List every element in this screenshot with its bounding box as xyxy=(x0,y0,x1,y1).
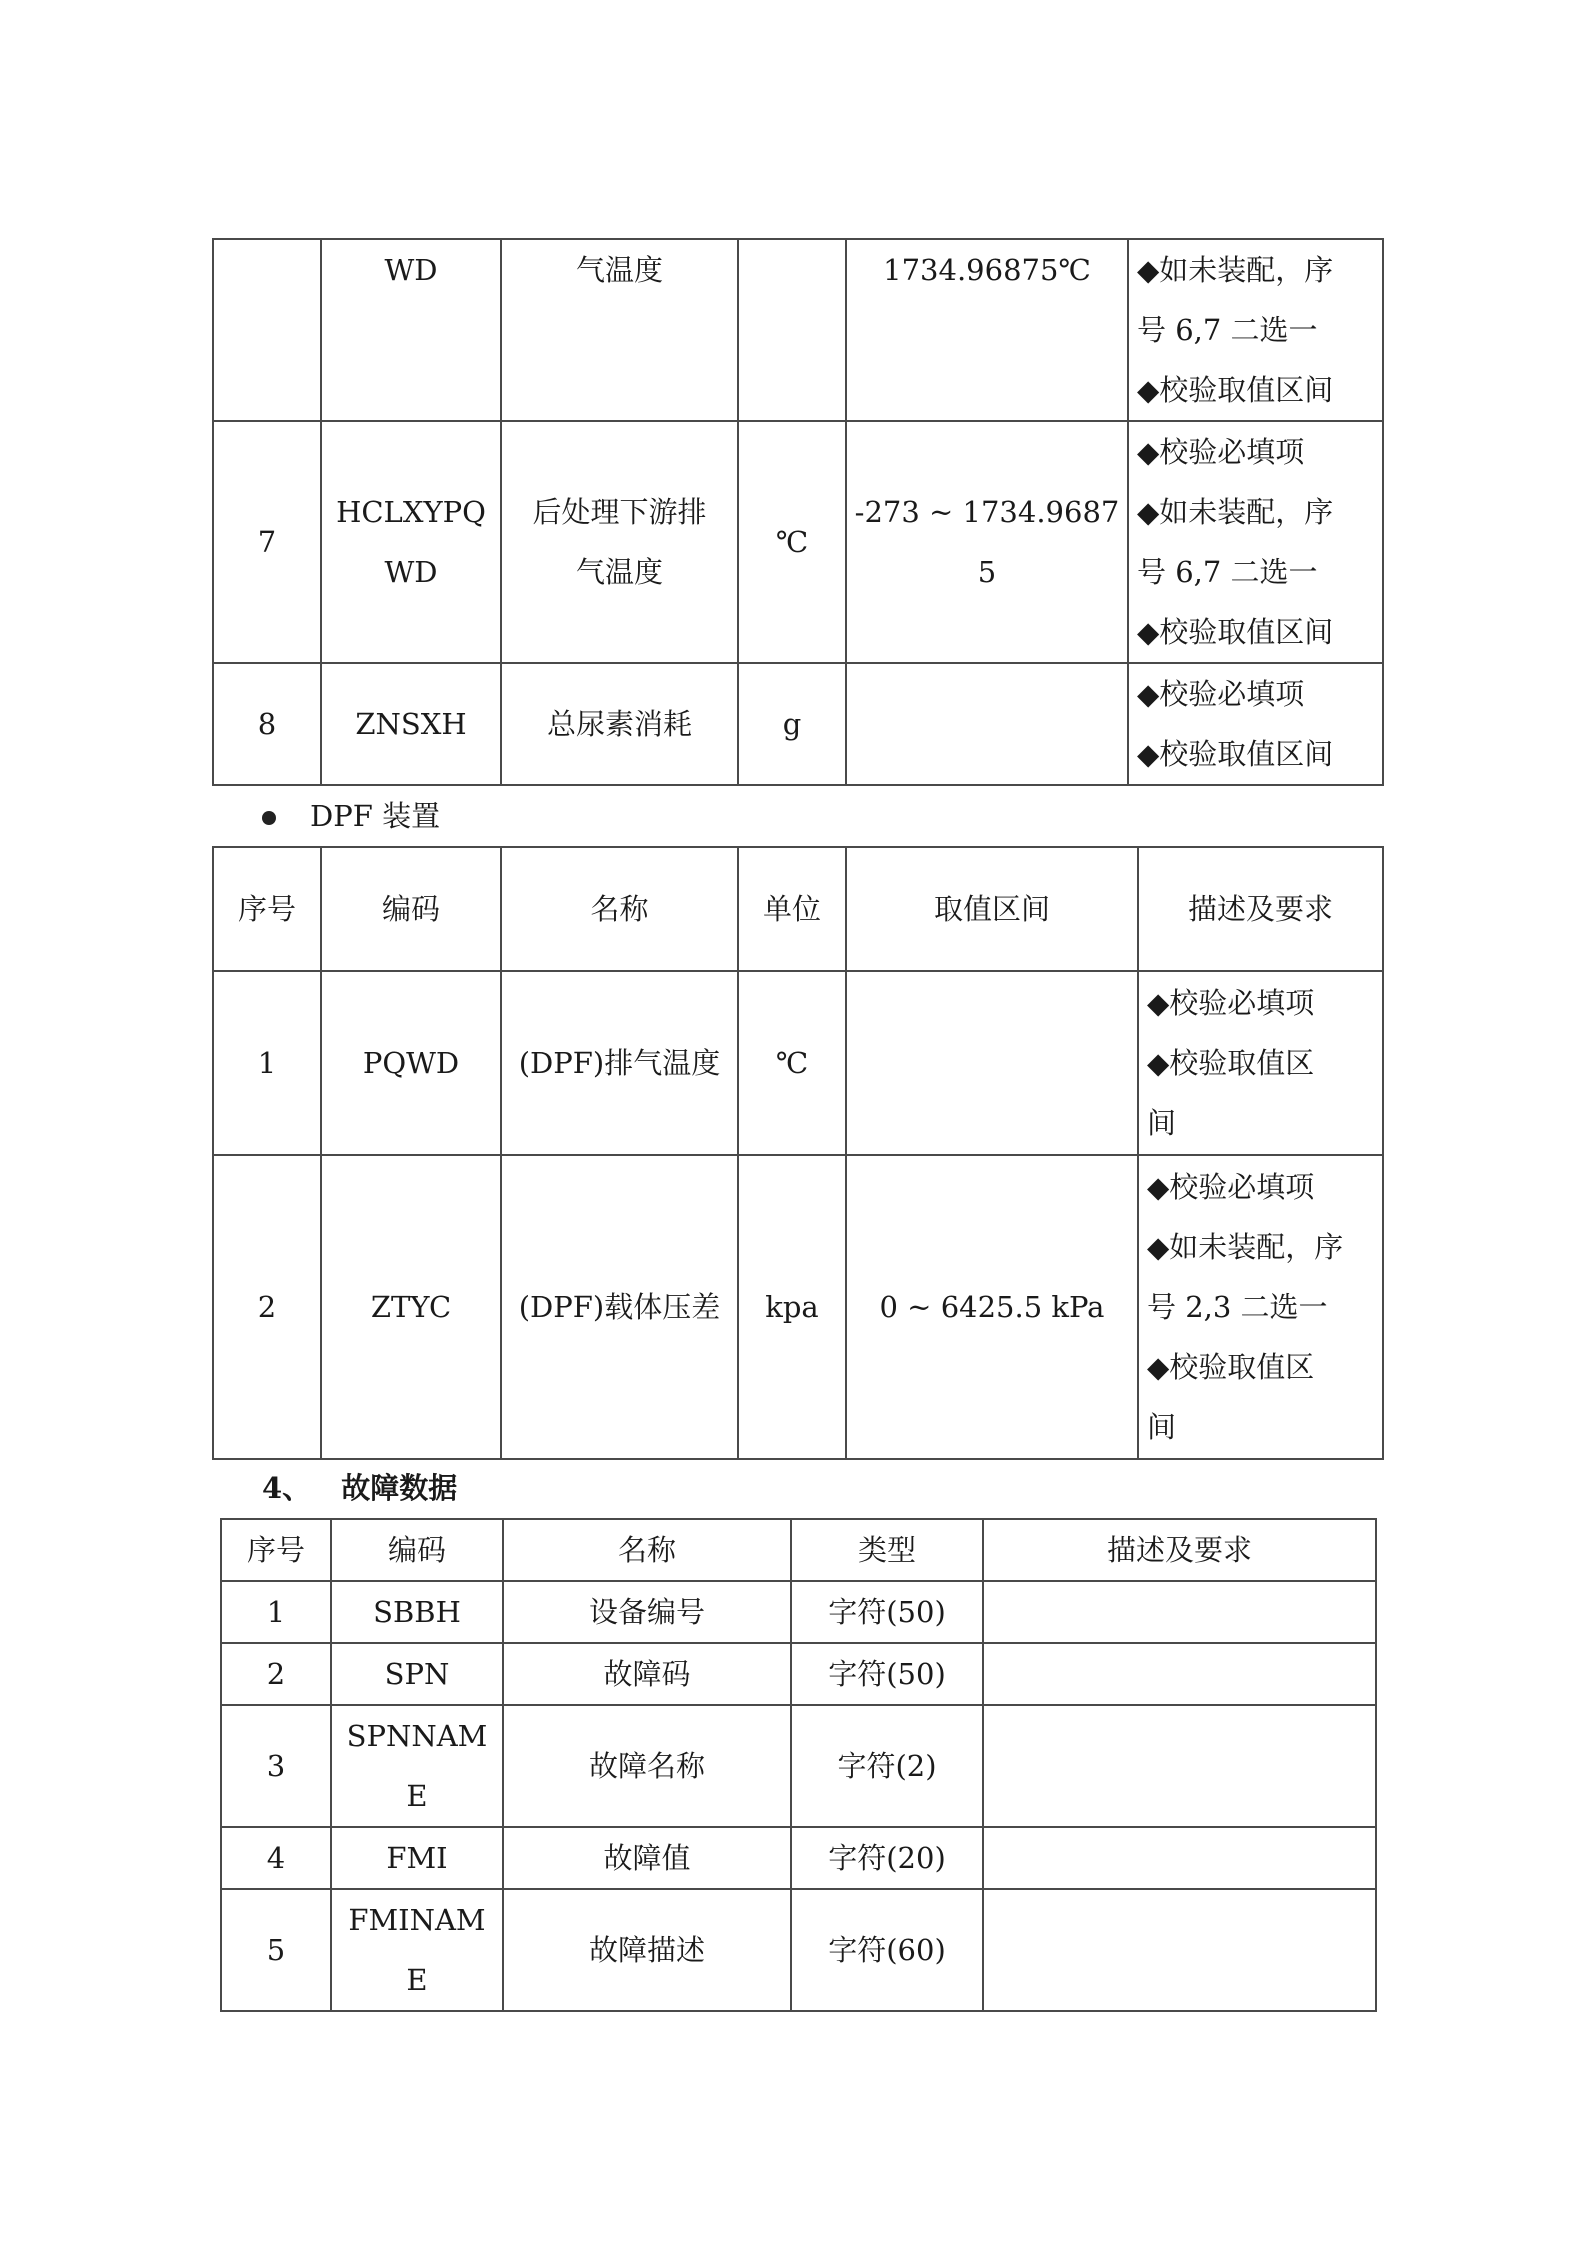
header-cell: 取值区间 xyxy=(846,847,1138,971)
header-cell: 序号 xyxy=(221,1519,331,1581)
row-type: 字符(60) xyxy=(791,1889,983,2011)
desc-line: 间 xyxy=(1147,1410,1177,1444)
table-row xyxy=(221,1643,1376,1705)
table-row xyxy=(213,663,1383,785)
table-header-row xyxy=(213,847,1383,971)
row-number: 2 xyxy=(221,1643,331,1705)
row-name: 总尿素消耗 xyxy=(501,663,738,785)
bullet-icon xyxy=(262,811,276,825)
row-number: 8 xyxy=(213,663,321,785)
header-cell: 名称 xyxy=(501,847,738,971)
row-name: 故障名称 xyxy=(503,1705,791,1827)
row-number: 4 xyxy=(221,1827,331,1889)
row-name: 故障码 xyxy=(503,1643,791,1705)
fault-data-table xyxy=(220,1518,1377,2012)
row-name: 气温度 xyxy=(501,239,738,421)
name-line: 气温度 xyxy=(575,555,663,589)
desc-line: 号 6,7 二选一 xyxy=(1137,555,1318,589)
row-name: (DPF)载体压差 xyxy=(501,1155,738,1459)
row-number xyxy=(213,239,321,421)
table-row xyxy=(221,1581,1376,1643)
table-row xyxy=(221,1827,1376,1889)
row-description xyxy=(983,1827,1376,1889)
table-row xyxy=(221,1889,1376,2011)
row-code: SBBH xyxy=(331,1581,503,1643)
row-description xyxy=(983,1705,1376,1827)
desc-line: ◆校验取值区间 xyxy=(1137,373,1334,407)
header-cell: 描述及要求 xyxy=(1138,847,1383,971)
row-name: (DPF)排气温度 xyxy=(501,971,738,1155)
header-cell: 单位 xyxy=(738,847,846,971)
desc-line: ◆校验必填项 xyxy=(1147,1170,1315,1204)
aftertreatment-table xyxy=(212,238,1384,786)
dpf-section-heading xyxy=(262,794,440,838)
header-cell: 编码 xyxy=(331,1519,503,1581)
table-row xyxy=(213,239,1383,421)
row-unit: ℃ xyxy=(738,971,846,1155)
header-cell: 编码 xyxy=(321,847,501,971)
desc-line: ◆如未装配，序 xyxy=(1137,495,1334,529)
header-cell: 名称 xyxy=(503,1519,791,1581)
desc-line: ◆校验取值区 xyxy=(1147,1350,1315,1384)
row-range: -273 ~ 1734.96875 xyxy=(846,421,1128,663)
row-name: 故障描述 xyxy=(503,1889,791,2011)
name-line: 后处理下游排 xyxy=(532,495,707,529)
code-line: E xyxy=(406,1779,428,1813)
code-line: E xyxy=(406,1963,428,1997)
row-code: ZTYC xyxy=(321,1155,501,1459)
row-number: 3 xyxy=(221,1705,331,1827)
code-line: SPNNAM xyxy=(346,1719,488,1753)
desc-line: ◆如未装配，序 xyxy=(1137,253,1334,287)
row-type: 字符(50) xyxy=(791,1581,983,1643)
row-type: 字符(20) xyxy=(791,1827,983,1889)
desc-line: 间 xyxy=(1147,1106,1177,1140)
row-description xyxy=(1138,971,1383,1155)
row-code: ZNSXH xyxy=(321,663,501,785)
row-code: WD xyxy=(321,239,501,421)
desc-line: ◆如未装配，序 xyxy=(1147,1230,1344,1264)
row-type: 字符(2) xyxy=(791,1705,983,1827)
row-code xyxy=(321,421,501,663)
code-line: HCLXYPQ xyxy=(336,495,486,529)
dpf-table xyxy=(212,846,1384,1460)
row-range xyxy=(846,663,1128,785)
code-line: WD xyxy=(384,555,438,589)
row-description xyxy=(1138,1155,1383,1459)
row-description xyxy=(983,1889,1376,2011)
header-cell: 类型 xyxy=(791,1519,983,1581)
row-name: 故障值 xyxy=(503,1827,791,1889)
row-unit: g xyxy=(738,663,846,785)
row-range: 1734.96875℃ xyxy=(846,239,1128,421)
row-description xyxy=(1128,663,1383,785)
desc-line: ◆校验必填项 xyxy=(1137,435,1305,469)
row-range: 0 ~ 6425.5 kPa xyxy=(846,1155,1138,1459)
dpf-section-title: DPF 装置 xyxy=(310,799,441,833)
row-unit: ℃ xyxy=(738,421,846,663)
table-row xyxy=(213,971,1383,1155)
row-name xyxy=(501,421,738,663)
header-cell: 序号 xyxy=(213,847,321,971)
desc-line: ◆校验取值区间 xyxy=(1137,615,1334,649)
row-number: 2 xyxy=(213,1155,321,1459)
row-code xyxy=(331,1889,503,2011)
code-line: FMINAM xyxy=(348,1903,486,1937)
desc-line: ◆校验取值区间 xyxy=(1137,737,1334,771)
row-unit: kpa xyxy=(738,1155,846,1459)
row-number: 7 xyxy=(213,421,321,663)
row-unit xyxy=(738,239,846,421)
row-code xyxy=(331,1705,503,1827)
row-number: 1 xyxy=(213,971,321,1155)
row-description xyxy=(1128,421,1383,663)
table-row xyxy=(213,1155,1383,1459)
desc-line: 号 6,7 二选一 xyxy=(1137,313,1318,347)
row-range xyxy=(846,971,1138,1155)
row-name: 设备编号 xyxy=(503,1581,791,1643)
table-row xyxy=(221,1705,1376,1827)
row-code: FMI xyxy=(331,1827,503,1889)
row-code: PQWD xyxy=(321,971,501,1155)
row-number: 5 xyxy=(221,1889,331,2011)
row-description xyxy=(983,1581,1376,1643)
header-cell: 描述及要求 xyxy=(983,1519,1376,1581)
desc-line: 号 2,3 二选一 xyxy=(1147,1290,1328,1324)
desc-line: ◆校验必填项 xyxy=(1147,986,1315,1020)
fault-section-heading xyxy=(262,1466,457,1510)
row-number: 1 xyxy=(221,1581,331,1643)
row-type: 字符(50) xyxy=(791,1643,983,1705)
table-row xyxy=(213,421,1383,663)
section-title: 故障数据 xyxy=(341,1471,458,1505)
desc-line: ◆校验取值区 xyxy=(1147,1046,1315,1080)
table-header-row xyxy=(221,1519,1376,1581)
row-description xyxy=(983,1643,1376,1705)
row-description xyxy=(1128,239,1383,421)
row-code: SPN xyxy=(331,1643,503,1705)
section-number: 4、 xyxy=(262,1471,312,1505)
desc-line: ◆校验必填项 xyxy=(1137,677,1305,711)
